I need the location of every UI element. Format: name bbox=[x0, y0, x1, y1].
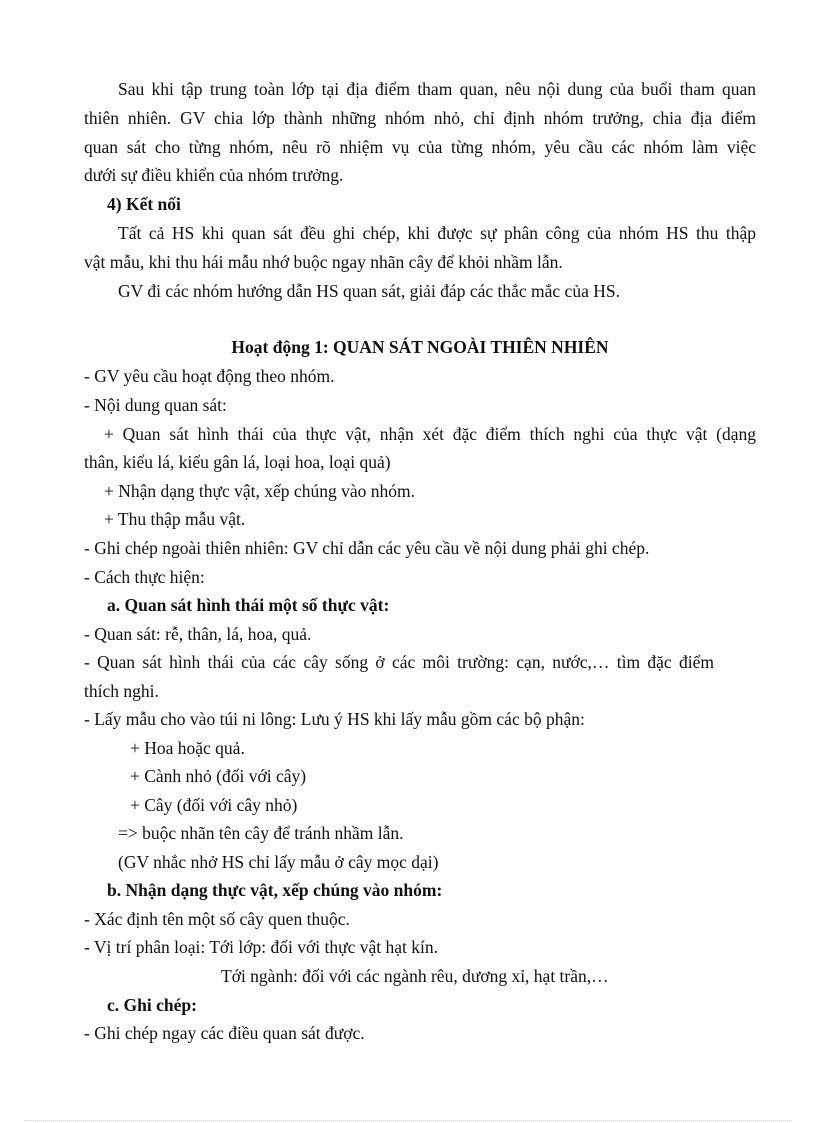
paragraph-line: GV đi các nhóm hướng dẫn HS quan sát, giải đáp các thắc mắc của HS. bbox=[118, 281, 620, 301]
subheading-a: a. Quan sát hình thái một số thực vật: bbox=[107, 595, 390, 615]
section-heading-ket-noi: 4) Kết nối bbox=[107, 194, 181, 214]
intro-line: quan sát cho từng nhóm, nêu rõ nhiệm vụ của từng nhóm, yêu cầu các nhóm làm việc bbox=[84, 137, 756, 157]
list-item: - Cách thực hiện: bbox=[84, 567, 205, 587]
list-item: + Hoa hoặc quả. bbox=[130, 738, 245, 758]
paragraph-line: Tất cả HS khi quan sát đều ghi chép, khi được sự phân công của nhóm HS thu thập bbox=[118, 223, 756, 243]
note: (GV nhắc nhở HS chỉ lấy mẫu ở cây mọc dại) bbox=[118, 852, 439, 872]
intro-line: dưới sự điều khiển của nhóm trưởng. bbox=[84, 165, 344, 185]
activity-title: Hoạt động 1: QUAN SÁT NGOÀI THIÊN NHIÊN bbox=[231, 337, 609, 357]
list-item: - Ghi chép ngoài thiên nhiên: GV chỉ dẫn các yêu cầu về nội dung phải ghi chép. bbox=[84, 538, 650, 558]
list-item: - Ghi chép ngay các điều quan sát được. bbox=[84, 1023, 365, 1043]
list-item-continuation: thân, kiểu lá, kiểu gân lá, loại hoa, loại quả) bbox=[84, 452, 391, 472]
list-item: + Thu thập mẫu vật. bbox=[104, 509, 246, 529]
intro-line: Sau khi tập trung toàn lớp tại địa điểm tham quan, nêu nội dung của buổi tham quan bbox=[118, 79, 756, 99]
list-item: - Xác định tên một số cây quen thuộc. bbox=[84, 909, 350, 929]
list-item: => buộc nhãn tên cây để tránh nhầm lẫn. bbox=[118, 823, 404, 843]
list-item: - Vị trí phân loại: Tới lớp: đối với thực vật hạt kín. bbox=[84, 937, 438, 957]
list-item: + Cây (đối với cây nhỏ) bbox=[130, 795, 298, 815]
intro-line: thiên nhiên. GV chia lớp thành những nhóm nhỏ, chỉ định nhóm trưởng, chia địa điểm bbox=[84, 108, 756, 128]
paragraph-line: vật mẫu, khi thu hái mẫu nhớ buộc ngay nhãn cây để khỏi nhầm lẫn. bbox=[84, 252, 563, 272]
list-item: + Nhận dạng thực vật, xếp chúng vào nhóm. bbox=[104, 481, 415, 501]
list-item: + Cành nhỏ (đối với cây) bbox=[130, 766, 307, 786]
list-item: - Lấy mẫu cho vào túi ni lông: Lưu ý HS khi lấy mẫu gồm các bộ phận: bbox=[84, 709, 585, 729]
list-item-continuation: Tới ngành: đối với các ngành rêu, dương xỉ, hạt trần,… bbox=[221, 966, 609, 986]
list-item: - Nội dung quan sát: bbox=[84, 395, 227, 415]
list-item-continuation: thích nghi. bbox=[84, 681, 159, 701]
subheading-b: b. Nhận dạng thực vật, xếp chúng vào nhóm: bbox=[107, 880, 443, 900]
list-item: + Quan sát hình thái của thực vật, nhận xét đặc điểm thích nghi của thực vật (dạng bbox=[104, 424, 756, 444]
page-bottom-divider bbox=[24, 1120, 792, 1121]
list-item: - GV yêu cầu hoạt động theo nhóm. bbox=[84, 366, 335, 386]
list-item: - Quan sát hình thái của các cây sống ở các môi trường: cạn, nước,… tìm đặc điểm bbox=[84, 652, 714, 672]
list-item: - Quan sát: rễ, thân, lá, hoa, quả. bbox=[84, 624, 312, 644]
subheading-c: c. Ghi chép: bbox=[107, 995, 197, 1015]
